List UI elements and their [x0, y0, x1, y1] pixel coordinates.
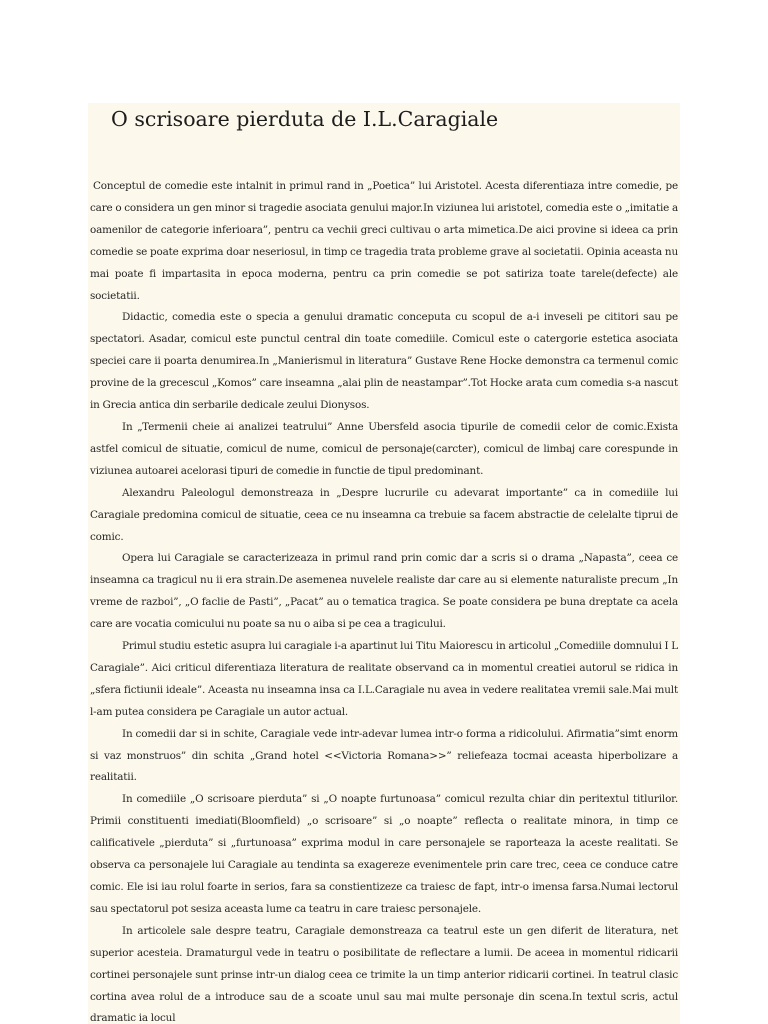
paragraph: In comedii dar si in schite, Caragiale vede intr-adevar lumea intr-o forma a ridicolului. Afirmatia”simt enorm si vaz monstruos” din schita „Grand hotel <<Victoria Romana>>” reliefeaza tocmai aceasta hiperbolizare a realitatii.	[90, 727, 678, 784]
paragraph: Primul studiu estetic asupra lui caragiale i-a apartinut lui Titu Maiorescu in articolul „Comediile domnului I L Caragiale”. Aici criticul diferentiaza literatura de realitate observand ca in momentul creatiei autorul se ridica in „sfera fictiunii ideale”. Aceasta nu inseamna insa ca I.L.Caragiale nu avea in vedere realitatea vremii sale.Mai mult l-am putea considera pe Caragiale un autor actual.	[90, 640, 678, 718]
paragraph: In comediile „O scrisoare pierduta” si „O noapte furtunoasa” comicul rezulta chiar din peritextul titlurilor. Primii constituenti imediati(Bloomfield) „o scrisoare” si „o noapte” reflecta o realitate minora, in timp ce calificativele „pierduta” si „furtunoasa” exprima modul in care personajele se raporteaza la aceste realitati. Se observa ca personajele lui Caragiale au tendinta sa exagereze evenimentele prin care trec, ceea ce conduce catre comic. Ele isi iau rolul foarte in serios, fara sa constientizeze ca traiesc de fapt, intr-o imensa farsa.Numai lectorul sau spectatorul pot sesiza aceasta lume ca teatru in care traiesc personajele.	[90, 793, 678, 915]
paragraph: In „Termenii cheie ai analizei teatrului” Anne Ubersfeld asocia tipurile de comedii celor de comic.Exista astfel comicul de situatie, comicul de nume, comicul de personaje(carcter), comicul de limbaj care corespunde in viziunea autoarei acelorasi tipuri de comedie in functie de tipul predominant.	[90, 420, 678, 477]
paragraph: Conceptul de comedie este intalnit in primul rand in „Poetica” lui Aristotel. Acesta diferentiaza intre comedie, pe care o considera un gen minor si tragedie asociata genului major.In viziunea lui aristotel, comedia este o „imitatie a oamenilor de categorie inferioara”, pentru ca vechii greci cultivau o arta mimetica.De aici provine si ideea ca prin comedie se poate exprima doar neseriosul, in timp ce tragedia trata probleme grave al societatii. Opinia aceasta nu mai poate fi impartasita in epoca moderna, pentru ca prin comedie se pot satiriza toate tarele(defecte) ale societatii.	[90, 180, 678, 302]
document-title: O scrisoare pierduta de I.L.Caragiale	[111, 107, 499, 131]
document-body	[90, 176, 678, 1024]
document-page	[88, 103, 680, 1024]
paragraph: Opera lui Caragiale se caracterizeaza in primul rand prin comic dar a scris si o drama „Napasta”, ceea ce inseamna ca tragicul nu ii era strain.De asemenea nuvelele realiste dar care au si elemente naturaliste precum „In vreme de razboi”, „O faclie de Pasti”, „Pacat” au o tematica tragica. Se poate considera pe buna dreptate ca acela care are vocatia comicului nu poate sa nu o aiba si pe cea a tragicului.	[90, 552, 678, 631]
paragraph: Didactic, comedia este o specia a genului dramatic conceputa cu scopul de a-i inveseli pe cititori sau pe spectatori. Asadar, comicul este punctul central din toate comediile. Comicul este o catergorie estetica asociata speciei care ii poarta denumirea.In „Manierismul in literatura” Gustave Rene Hocke demonstra ca termenul comic provine de la grecescul „Komos” care inseamna „alai plin de neastampar”.Tot Hocke arata cum comedia s-a nascut in Grecia antica din serbarile dedicale zeului Dionysos.	[90, 311, 678, 412]
paragraph: Alexandru Paleologul demonstreaza in „Despre lucrurile cu adevarat importante” ca in comediile lui Caragiale predomina comicul de situatie, ceea ce nu inseamna ca trebuie sa facem abstractie de celelalte tiprui de comic.	[90, 486, 678, 543]
paragraph: In articolele sale despre teatru, Caragiale demonstreaza ca teatrul este un gen diferit de literatura, net superior acesteia. Dramaturgul vede in teatru o posibilitate de reflectare a lumii. De aceea in momentul ridicarii cortinei personajele sunt prinse intr-un dialog ceea ce trimite la un timp anterior ridicarii cortinei. In teatrul clasic cortina avea rolul de a introduce sau de a scoate unul sau mai multe personaje din scena.In textul scris, actul dramatic ia locul	[90, 924, 678, 1024]
